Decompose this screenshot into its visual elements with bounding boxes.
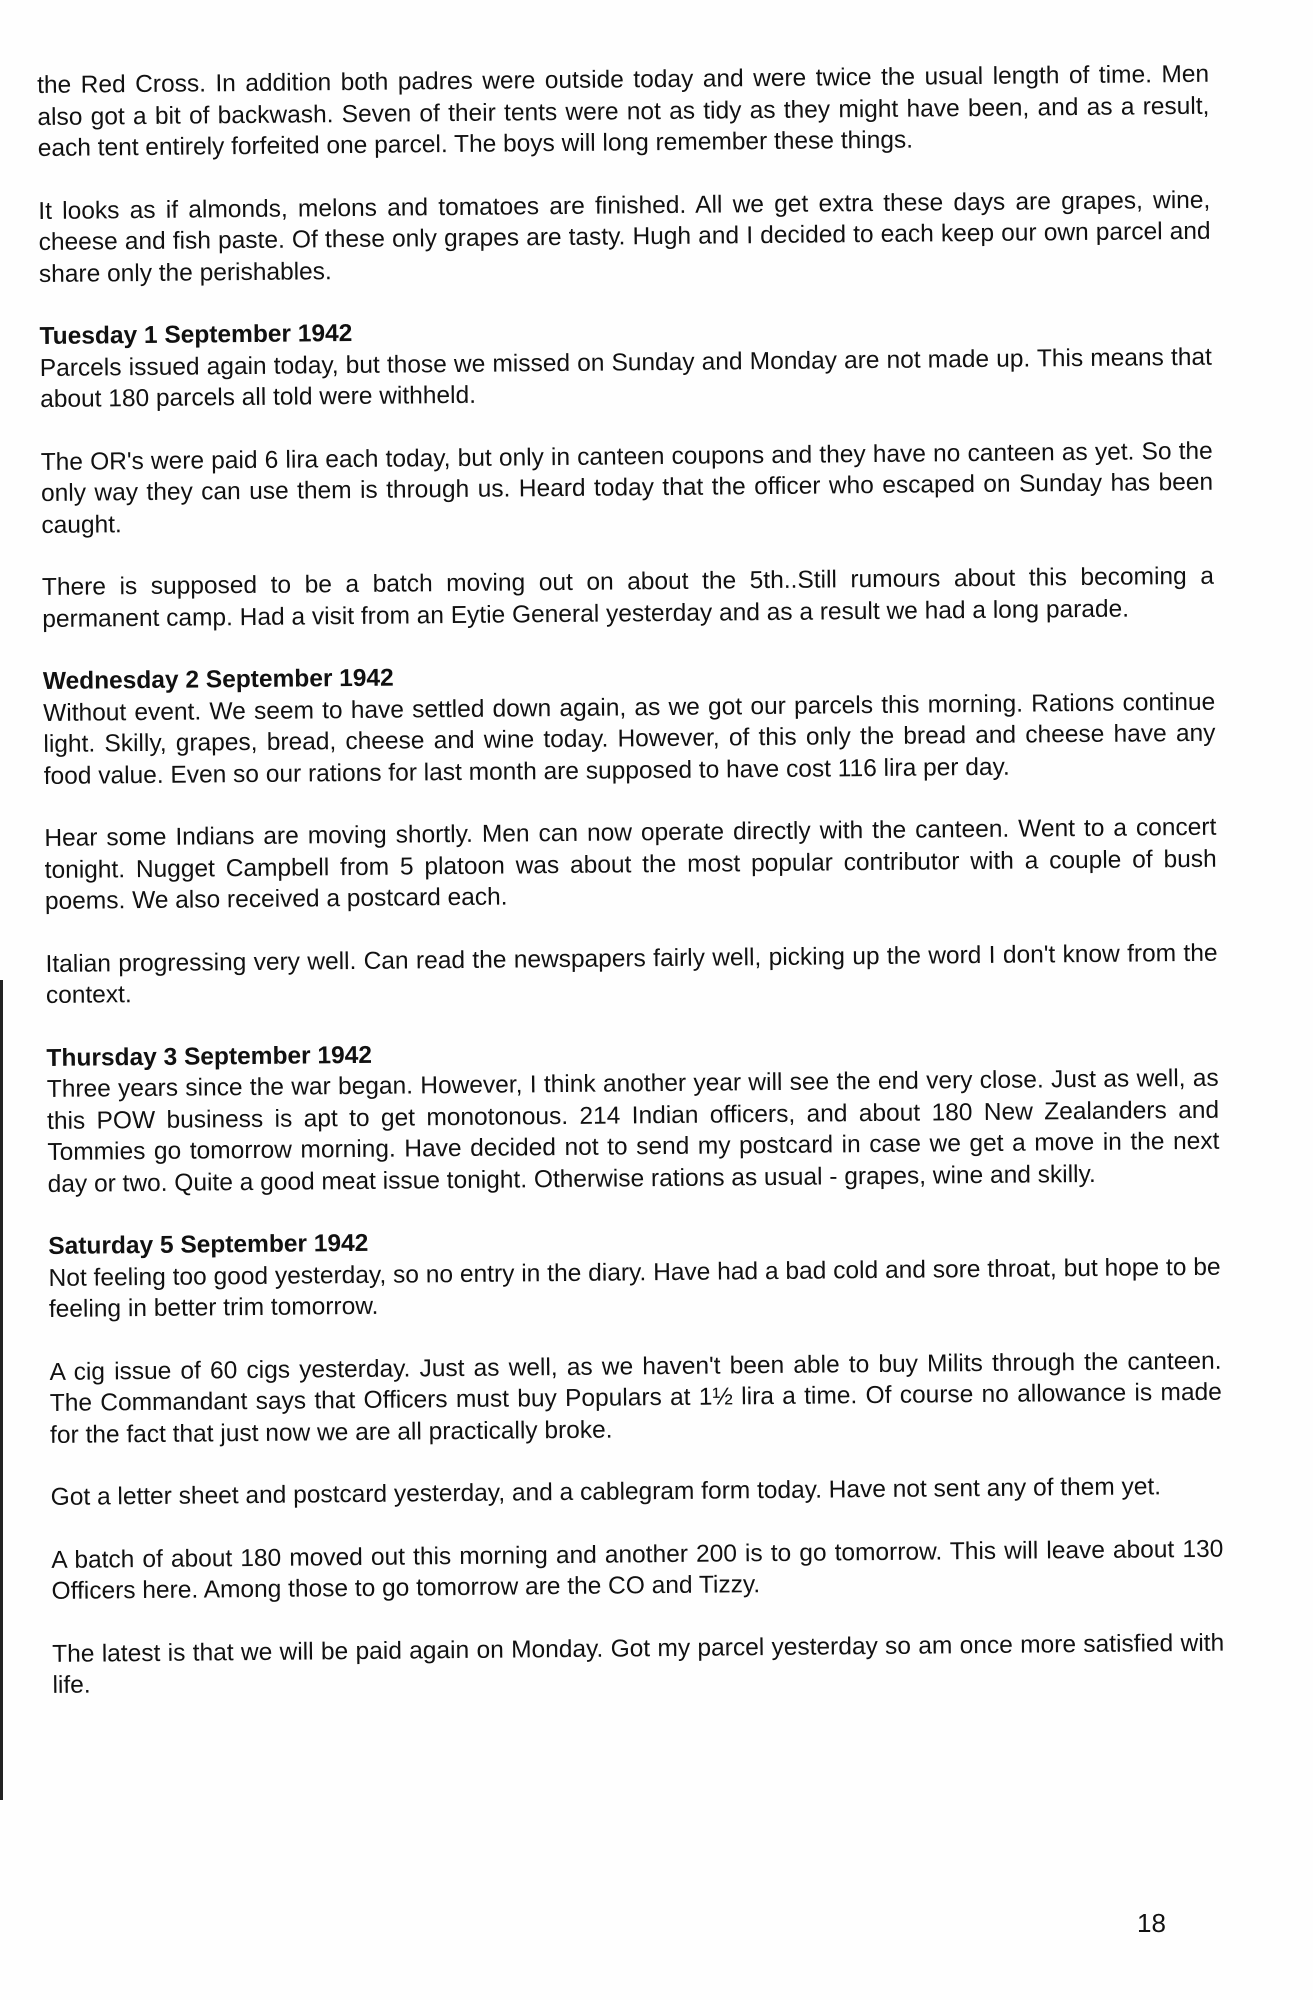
diary-entry	[48, 1220, 1224, 1702]
entry-paragraph: Hear some Indians are moving shortly. Men can now operate directly with the canteen. Went to a concert tonight. Nugget Campbell from 5 platoon was about the most popular contributor with a couple of bush poems. We also received a postcard each.	[44, 813, 1217, 915]
diary-text	[37, 59, 1225, 1733]
entry-paragraph: A cig issue of 60 cigs yesterday. Just as well, as we haven't been able to buy Milits through the canteen. The Commandant says that Officers must buy Populars at 1½ lira a time. Of course no allowance is made for the fact that just now we are all practically broke.	[49, 1347, 1222, 1449]
entry-paragraph: The OR's were paid 6 lira each today, but only in canteen coupons and they have no canteen as yet. So the only way they can use them is through us. Heard today that the officer who escaped on Sunday has been caught.	[40, 437, 1214, 539]
intro-paragraph: the Red Cross. In addition both padres were outside today and were twice the usual length of time. Men also got a bit of backwash. Seven of their tents were not as tidy as they might have been, and as a result, each tent entirely forfeited one parcel. The boys will long remember these things.	[37, 60, 1210, 162]
entry-paragraph: Italian progressing very well. Can read the newspapers fairly well, picking up the word I don't know from the context.	[45, 939, 1218, 1009]
entry-paragraph: The latest is that we will be paid again on Monday. Got my parcel yesterday so am once more satisfied with life.	[52, 1629, 1225, 1699]
binding-edge	[0, 980, 3, 1800]
diary-entry	[46, 1031, 1219, 1200]
intro-paragraph: It looks as if almonds, melons and tomatoes are finished. All we get extra these days are grapes, wine, cheese and fish paste. Of these only grapes are tasty. Hugh and I decided to each keep our own parcel and share only the perishables.	[38, 186, 1211, 288]
entry-date-heading: Tuesday 1 September 1942	[39, 319, 353, 350]
entry-date-heading: Saturday 5 September 1942	[48, 1229, 369, 1260]
entry-paragraph: Got a letter sheet and postcard yesterday, and a cablegram form today. Have not sent any of them yet.	[50, 1473, 1162, 1511]
entry-paragraph: Three years since the war began. However, I think another year will see the end very close. Just as well, as this POW business is apt to get monotonous. 214 Indian officers, and about 180 New Zealanders and Tommies go tomorrow morning. Have decided not to send my postcard in case we get a move in the next day or two. Quite a good meat issue tonight. Otherwise rations as usual - grapes, wine and skilly.	[46, 1064, 1220, 1198]
diary-entry	[43, 655, 1218, 1012]
entry-paragraph: Parcels issued again today, but those we missed on Sunday and Monday are not made up. This means that about 180 parcels all told were withheld.	[39, 343, 1212, 413]
page-number: 18	[1137, 1908, 1166, 1938]
entry-paragraph: Not feeling too good yesterday, so no entry in the diary. Have had a bad cold and sore throat, but hope to be feeling in better trim tomorrow.	[48, 1253, 1221, 1323]
entry-paragraph: Without event. We seem to have settled down again, as we got our parcels this morning. Rations continue light. Skilly, grapes, bread, cheese and wine today. However, of this only the bread and cheese have any food value. Even so our rations for last month are supposed to have cost 116 lira per day.	[43, 688, 1216, 790]
entry-date-heading: Wednesday 2 September 1942	[42, 664, 394, 695]
entry-paragraph: A batch of about 180 moved out this morning and another 200 is to go tomorrow. This will leave about 130 Officers here. Among those to go tomorrow are the CO and Tizzy.	[51, 1535, 1224, 1605]
diary-entry	[39, 310, 1214, 635]
entry-date-heading: Thursday 3 September 1942	[46, 1041, 373, 1072]
entry-paragraph: There is supposed to be a batch moving out on about the 5th..Still rumours about this becoming a permanent camp. Had a visit from an Eytie General yesterday and as a result we had a long parade.	[41, 562, 1215, 633]
